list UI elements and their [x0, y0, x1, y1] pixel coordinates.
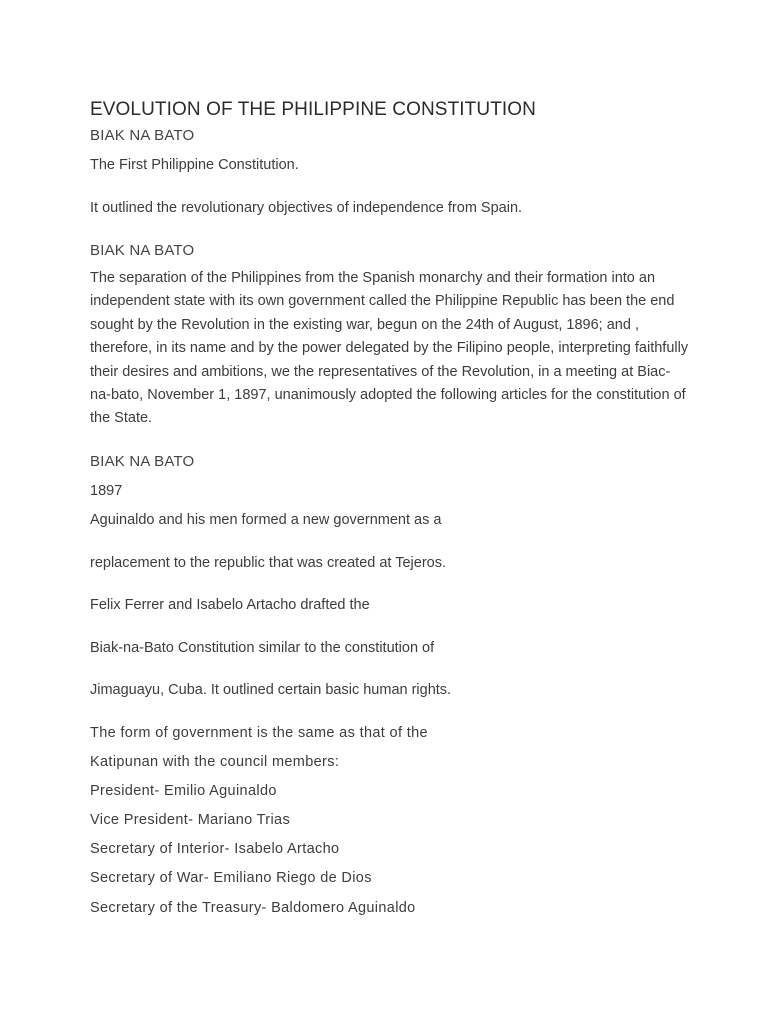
- text-line: Katipunan with the council members:: [90, 754, 340, 770]
- council-member: Secretary of Interior- Isabelo Artacho: [90, 841, 340, 857]
- text-line: Biak-na-Bato Constitution similar to the constitution of: [90, 640, 435, 656]
- council-member: Secretary of the Treasury- Baldomero Aguinaldo: [90, 900, 416, 916]
- section-paragraph: The separation of the Philippines from the Spanish monarchy and their formation into an independent state with its own government called the Philippine Republic has been the end sought by the Revolution in the existing war, begun on the 24th of August, 1896; and , therefore, in its name and by the power delegated by the Filipino people, interpreting faithfully their desires and ambitions, we the representatives of the Revolution, in a meeting at Biac-na-bato, November 1, 1897, unanimously adopted the following articles for the constitution of the State.: [90, 270, 689, 427]
- text-line: replacement to the republic that was created at Tejeros.: [90, 555, 446, 571]
- council-member: Secretary of War- Emiliano Riego de Dios: [90, 870, 372, 886]
- section-heading: BIAK NA BATO: [90, 242, 195, 259]
- document-title: EVOLUTION OF THE PHILIPPINE CONSTITUTION: [90, 99, 536, 120]
- council-member: President- Emilio Aguinaldo: [90, 783, 277, 799]
- text-line: Jimaguayu, Cuba. It outlined certain basic human rights.: [90, 682, 452, 698]
- text-line: It outlined the revolutionary objectives of independence from Spain.: [90, 200, 523, 216]
- council-member: Vice President- Mariano Trias: [90, 812, 291, 828]
- text-line: Felix Ferrer and Isabelo Artacho drafted the: [90, 597, 370, 613]
- section-heading: BIAK NA BATO: [90, 127, 195, 144]
- text-line: Aguinaldo and his men formed a new government as a: [90, 512, 442, 528]
- year-label: 1897: [90, 483, 123, 499]
- section-heading: BIAK NA BATO: [90, 453, 195, 470]
- text-line: The First Philippine Constitution.: [90, 157, 299, 173]
- text-line: The form of government is the same as that of the: [90, 725, 428, 741]
